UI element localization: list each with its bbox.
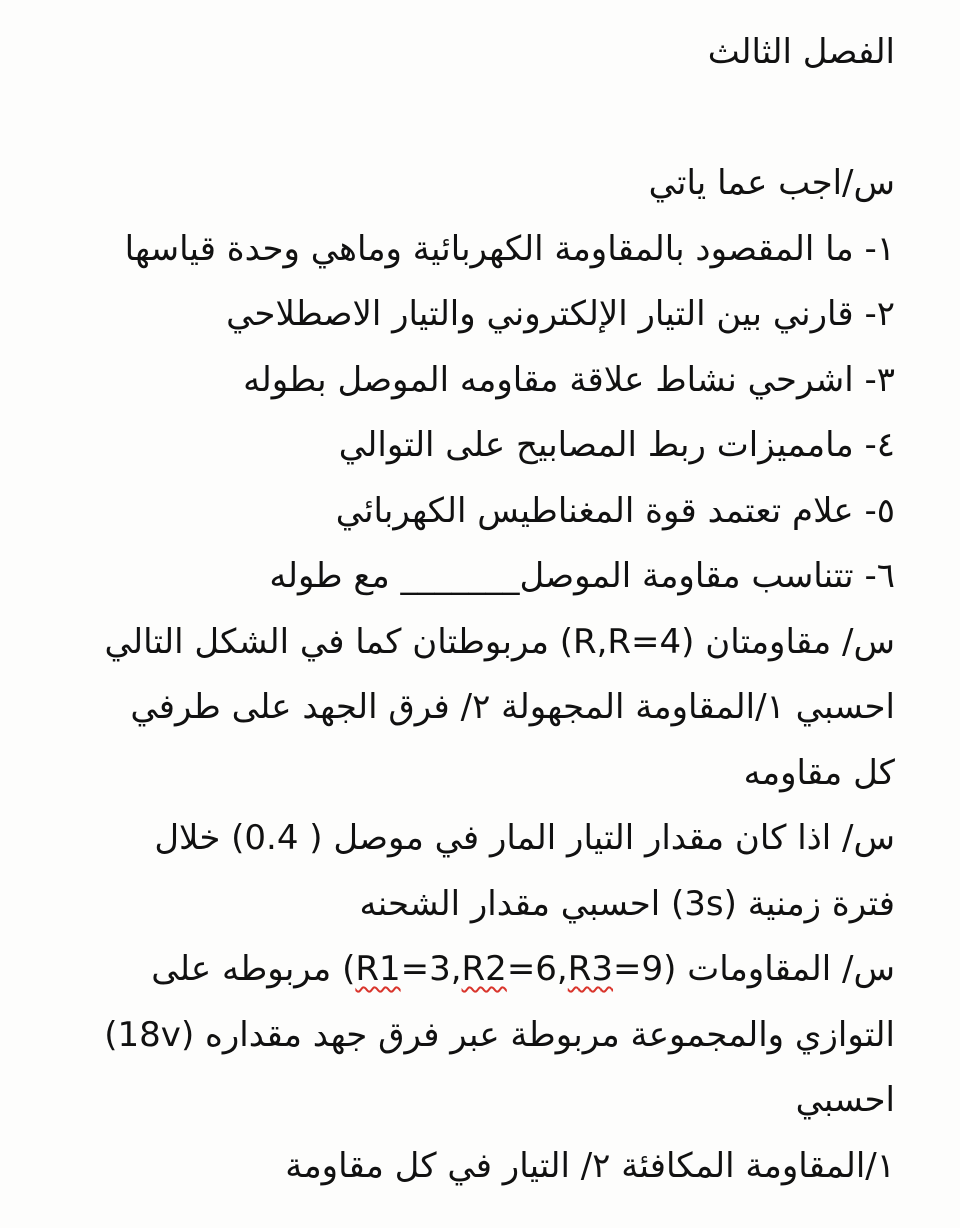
spellcheck-underline: R1 [355, 949, 401, 989]
question-item-2: ٢- قارني بين التيار الإلكتروني والتيار الاصطلاحي [226, 294, 895, 334]
spellcheck-underline: R2 [461, 949, 507, 989]
resistors-question: س/ مقاومتان (R,R=4) مربوطتان كما في الشكل التالي [104, 621, 895, 662]
question-heading: س/اجب عما ياتي [648, 163, 895, 203]
question-item-4: ٤- مامميزات ربط المصابيح على التوالي [338, 425, 895, 465]
blank-line [40, 86, 895, 152]
current-question-continuation: فترة زمنية (3s) احسبي مقدار الشحنه [359, 883, 895, 924]
question-item-5: ٥- علام تعتمد قوة المغناطيس الكهربائي [335, 490, 895, 531]
spellcheck-underline: R3 [567, 949, 614, 989]
parallel-question-tasks: ١/المقاومة المكافئة ٢/ التيار في كل مقاومة [285, 1145, 895, 1186]
parallel-question: س/ المقاومات (R1=3,R2=6,R3=9) مربوطه على [151, 949, 895, 989]
question-item-3: ٣- اشرحي نشاط علاقة مقاومه الموصل بطوله [243, 359, 895, 400]
resistors-question-tasks: احسبي ١/المقاومة المجهولة ٢/ فرق الجهد على طرفي [130, 687, 895, 727]
resistors-question-continuation: كل مقاومه [743, 752, 895, 793]
current-question: س/ اذا كان مقدار التيار المار في موصل ( 0.4) خلال [154, 818, 895, 858]
chapter-title: الفصل الثالث [707, 32, 895, 72]
parallel-question-calculate: احسبي [795, 1080, 895, 1120]
question-item-1: ١- ما المقصود بالمقاومة الكهربائية وماهي وحدة قياسها [124, 228, 895, 269]
parallel-question-continuation: التوازي والمجموعة مربوطة عبر فرق جهد مقداره (18v) [104, 1014, 895, 1055]
question-item-6: ٦- تتناسب مقاومة الموصل_______ مع طوله [269, 556, 895, 596]
